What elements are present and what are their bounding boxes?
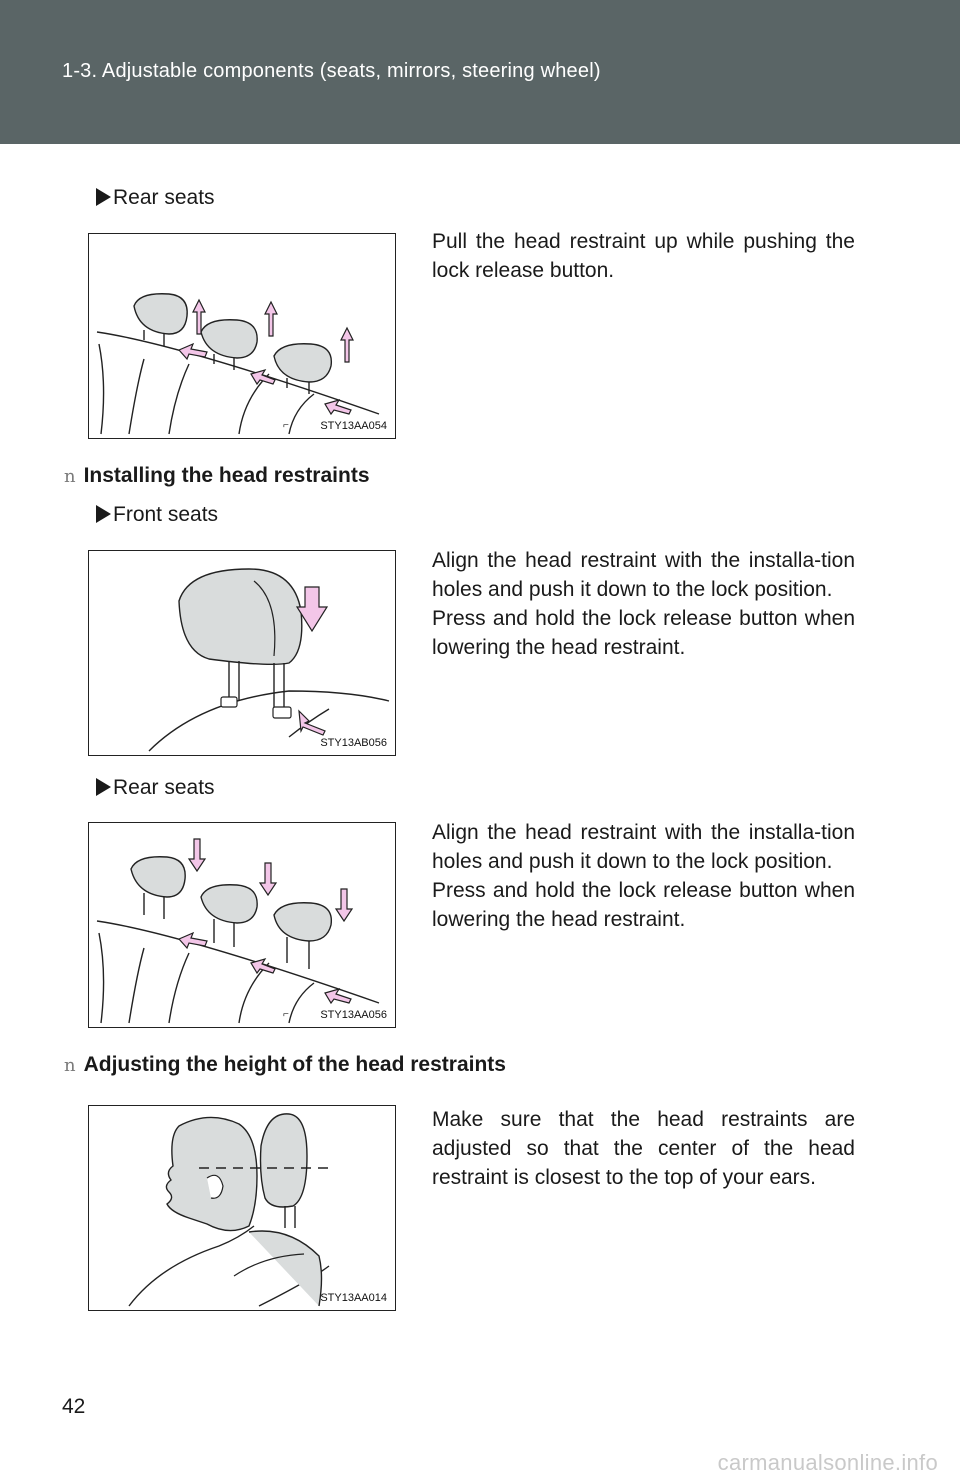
figure-rear-seats-install <box>88 822 396 1028</box>
section-installing-heading: n Installing the head restraints <box>64 464 370 487</box>
rear-seats-install-text: Align the head restraint with the installa-tion holes and push it down to the lock position. Press and hold the lock release button when lowering the head restraint. <box>432 821 855 931</box>
page-number: 42 <box>62 1395 86 1418</box>
rear-seats-removal-text: Pull the head restraint up while pushing the lock release button. <box>432 230 855 282</box>
section-marker: n <box>64 466 76 487</box>
figure-rear-seats-removal <box>88 233 396 439</box>
section-marker: n <box>64 1055 76 1076</box>
rear-seats-install-label: Rear seats <box>96 776 215 800</box>
adjusting-text: Make sure that the head restraints are adjusted so that the center of the head restraint is closest to the top of your ears. <box>432 1108 855 1189</box>
rear-seats-removal-illustration <box>89 234 395 438</box>
figure-adjusting-height <box>88 1105 396 1311</box>
head-restraint-height-illustration <box>89 1106 395 1310</box>
front-seats-label: Front seats <box>96 503 218 527</box>
triangle-bullet-icon <box>96 188 111 206</box>
figure-code: STY13AA054 <box>320 420 387 432</box>
svg-text:⌐: ⌐ <box>283 420 289 431</box>
figure-code: STY13AA014 <box>320 1292 387 1304</box>
watermark: carmanualsonline.info <box>717 1450 938 1475</box>
triangle-bullet-icon <box>96 778 111 796</box>
chapter-title: 1-3. Adjustable components (seats, mirrors, steering wheel) <box>62 60 601 82</box>
triangle-bullet-icon <box>96 505 111 523</box>
rear-seats-install-illustration <box>89 823 395 1027</box>
figure-code: STY13AA056 <box>320 1009 387 1021</box>
svg-text:⌐: ⌐ <box>283 1009 289 1020</box>
section-adjusting-heading: n Adjusting the height of the head restraints <box>64 1053 506 1076</box>
front-seat-install-illustration <box>89 551 395 755</box>
figure-code: STY13AB056 <box>320 737 387 749</box>
figure-front-seats-install <box>88 550 396 756</box>
rear-seats-removal-label: Rear seats <box>96 186 215 210</box>
page-header <box>0 0 960 144</box>
front-seats-install-text: Align the head restraint with the installa-tion holes and push it down to the lock position. Press and hold the lock release button when lowering the head restraint. <box>432 549 855 659</box>
